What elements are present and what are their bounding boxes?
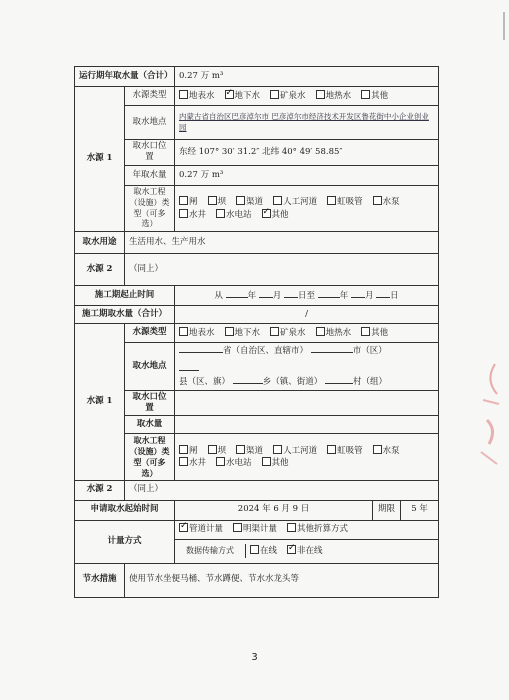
unchecked-box-icon[interactable] [327,445,336,454]
unchecked-box-icon[interactable] [273,196,282,205]
ws1-outlet-value: 东经 107° 30′ 31.2″ 北纬 40° 49′ 58.85″ [175,140,439,166]
op-annual-label: 运行期年取水量（合计） [75,67,175,87]
apply-period-value: 5 年 [401,500,439,520]
ws2a-value: （同上） [125,254,439,286]
option-label: 坝 [217,197,227,208]
period-from-month-blank [259,289,273,298]
option-label: 管道计量 [189,524,224,535]
red-seal-fragment [477,360,503,470]
period-month-2: 月 [364,290,374,301]
option-4 [273,197,317,207]
ws1-place-value: 内蒙古省自治区巴彦淖尔市 巴彦淖尔市经济技术开发区鲁花街中小企业创业园 [175,106,439,140]
option-label: 水电站 [226,458,252,469]
option-3 [236,197,263,207]
option-3 [270,328,306,338]
option-label: 矿泉水 [280,90,306,101]
page-number: 3 [251,652,258,663]
place-county: 县（区、旗） [179,377,231,388]
construction-annual-label: 施工期取水量（合计） [75,306,175,324]
option-label: 水泵 [382,197,400,208]
unchecked-box-icon[interactable] [179,445,188,454]
option-4 [316,328,352,338]
unchecked-box-icon[interactable] [361,90,370,99]
option-5 [361,328,388,338]
option-label: 水泵 [382,445,400,456]
option-3 [236,446,263,456]
construction-annual-value: / [175,306,439,324]
unchecked-box-icon[interactable] [216,457,225,466]
option-label: 坝 [217,445,227,456]
option-label: 水井 [189,209,207,220]
option-label: 明渠计量 [243,524,278,535]
construction-period-value [175,286,439,306]
construction-period-label: 施工期起止时间 [75,286,175,306]
metering-methods [175,520,439,539]
unchecked-box-icon[interactable] [216,209,225,218]
place-village: 村（组） [352,377,387,388]
unchecked-box-icon[interactable] [208,445,217,454]
city-blank [311,344,353,353]
cs1-group-label: 水源 1 [75,324,125,481]
option-label: 地表水 [189,327,215,338]
checked-box-icon[interactable] [225,90,234,99]
option-2 [225,91,261,101]
option-label: 地下水 [234,90,261,101]
cs1-outlet-label: 取水口位置 [125,390,175,416]
option-label: 地热水 [325,327,352,338]
option-label: 闸 [189,445,198,456]
option-1 [250,546,277,556]
unchecked-box-icon[interactable] [179,457,188,466]
option-label: 渠道 [246,197,264,208]
unchecked-box-icon[interactable] [361,327,370,336]
saving-value: 使用节水坐便马桶、节水蹲便、节水水龙头等 [125,563,439,597]
ws1-group-label: 水源 1 [75,87,125,232]
option-5 [327,446,363,456]
option-2 [233,524,277,534]
apply-start-value: 2024 年 6 月 9 日 [175,500,373,520]
saving-label: 节水措施 [75,563,125,597]
period-from: 从 [214,290,223,301]
township-blank [233,375,263,384]
unchecked-box-icon[interactable] [179,196,188,205]
option-9 [262,210,289,220]
option-label: 其他 [371,90,389,101]
period-from-day-blank [284,289,298,298]
ws1-type-options [175,87,439,106]
scan-edge-mark [493,12,505,40]
ws1-outlet-label: 取水口位置 [125,140,175,166]
period-from-year-blank [226,289,248,298]
option-7 [179,458,206,468]
period-to-year-blank [318,289,340,298]
period-day: 日 [390,290,399,301]
place-province: 省（自治区、直辖市） [223,346,309,357]
ws1-annual-value: 0.27 万 m³ [175,165,439,185]
ws2a-label: 水源 2 [75,254,125,286]
unchecked-box-icon[interactable] [233,523,242,532]
option-5 [327,197,363,207]
option-2 [225,328,261,338]
option-6 [373,197,400,207]
unchecked-box-icon[interactable] [179,90,188,99]
option-label: 其他折算方式 [297,524,349,535]
transmit-label: 数据传输方式 [175,544,246,558]
unchecked-box-icon[interactable] [179,209,188,218]
cs1-works-label: 取水工程（设施）类型（可多选） [125,434,175,480]
op-annual-value: 0.27 万 m³ [175,67,439,87]
apply-start-label: 申请取水起始时间 [75,500,175,520]
metering-label: 计量方式 [75,520,175,563]
cs1-type-label: 水源类型 [125,324,175,343]
ws2b-value: （同上） [125,480,439,500]
option-label: 闸 [189,197,198,208]
option-label: 虹吸管 [337,197,363,208]
option-label: 非在线 [297,545,323,556]
unchecked-box-icon[interactable] [208,196,217,205]
option-label: 其他 [371,327,389,338]
unchecked-box-icon[interactable] [373,196,382,205]
purpose-label: 取水用途 [75,232,125,254]
unchecked-box-icon[interactable] [316,327,325,336]
option-6 [373,446,400,456]
option-3 [270,91,306,101]
unchecked-box-icon[interactable] [287,523,296,532]
option-label: 水井 [189,458,207,469]
cs1-volume-label: 取水量 [125,416,175,434]
unchecked-box-icon[interactable] [236,196,245,205]
unchecked-box-icon[interactable] [270,90,279,99]
option-1 [179,446,198,456]
option-label: 人工河道 [283,197,318,208]
cs1-type-options [175,324,439,343]
metering-transmit [175,539,439,563]
ws1-annual-label: 年取水量 [125,165,175,185]
option-2 [208,446,227,456]
option-label: 人工河道 [283,445,318,456]
option-4 [273,446,317,456]
option-3 [287,524,348,534]
unchecked-box-icon[interactable] [179,327,188,336]
unchecked-box-icon[interactable] [316,90,325,99]
option-label: 其他 [271,209,289,220]
cs1-volume-value [175,416,439,434]
apply-period-label: 期限 [373,500,401,520]
option-label: 地热水 [325,90,352,101]
period-month-1: 月 [272,290,282,301]
period-day-to: 日至 [298,290,316,301]
option-7 [179,210,206,220]
option-label: 地表水 [189,90,215,101]
option-1 [179,91,215,101]
option-label: 虹吸管 [337,445,363,456]
period-to-day-blank [376,289,390,298]
ws1-type-label: 水源类型 [125,87,175,106]
unchecked-box-icon[interactable] [270,327,279,336]
option-label: 矿泉水 [280,327,306,338]
option-8 [216,458,252,468]
option-8 [216,210,252,220]
period-to-month-blank [351,289,365,298]
cs1-place-value [175,343,439,390]
option-1 [179,328,215,338]
checked-box-icon[interactable] [287,545,296,554]
unchecked-box-icon[interactable] [327,196,336,205]
place-township: 乡（镇、街道） [262,377,323,388]
option-label: 水电站 [226,209,252,220]
unchecked-box-icon[interactable] [373,445,382,454]
cs1-outlet-value [175,390,439,416]
ws1-place-label: 取水地点 [125,106,175,140]
province-blank [179,344,223,353]
unchecked-box-icon[interactable] [273,445,282,454]
unchecked-box-icon[interactable] [225,327,234,336]
period-year-1: 年 [247,290,257,301]
option-2 [287,546,323,556]
purpose-value: 生活用水、生产用水 [125,232,439,254]
option-label: 其他 [271,458,289,469]
ws2b-label: 水源 2 [75,480,125,500]
option-label: 在线 [260,545,278,556]
cs1-place-label: 取水地点 [125,343,175,390]
unchecked-box-icon[interactable] [250,545,259,554]
option-label: 地下水 [234,327,261,338]
cs1-works-options [175,434,439,480]
period-year-2: 年 [339,290,349,301]
option-5 [361,91,388,101]
place-city: 市（区） [352,346,387,357]
checked-box-icon[interactable] [179,523,188,532]
option-label: 渠道 [246,445,264,456]
option-1 [179,197,198,207]
unchecked-box-icon[interactable] [236,445,245,454]
transmit-options [246,544,439,558]
village-blank [325,375,353,384]
ws1-works-label: 取水工程（设施）类型（可多选） [125,185,175,231]
option-4 [316,91,352,101]
checked-box-icon[interactable] [262,209,271,218]
ws1-works-options [175,185,439,231]
option-2 [208,197,227,207]
county-blank-lead [179,362,199,371]
option-9 [262,458,289,468]
unchecked-box-icon[interactable] [262,457,271,466]
water-intake-form-table [74,66,439,598]
option-1 [179,524,223,534]
